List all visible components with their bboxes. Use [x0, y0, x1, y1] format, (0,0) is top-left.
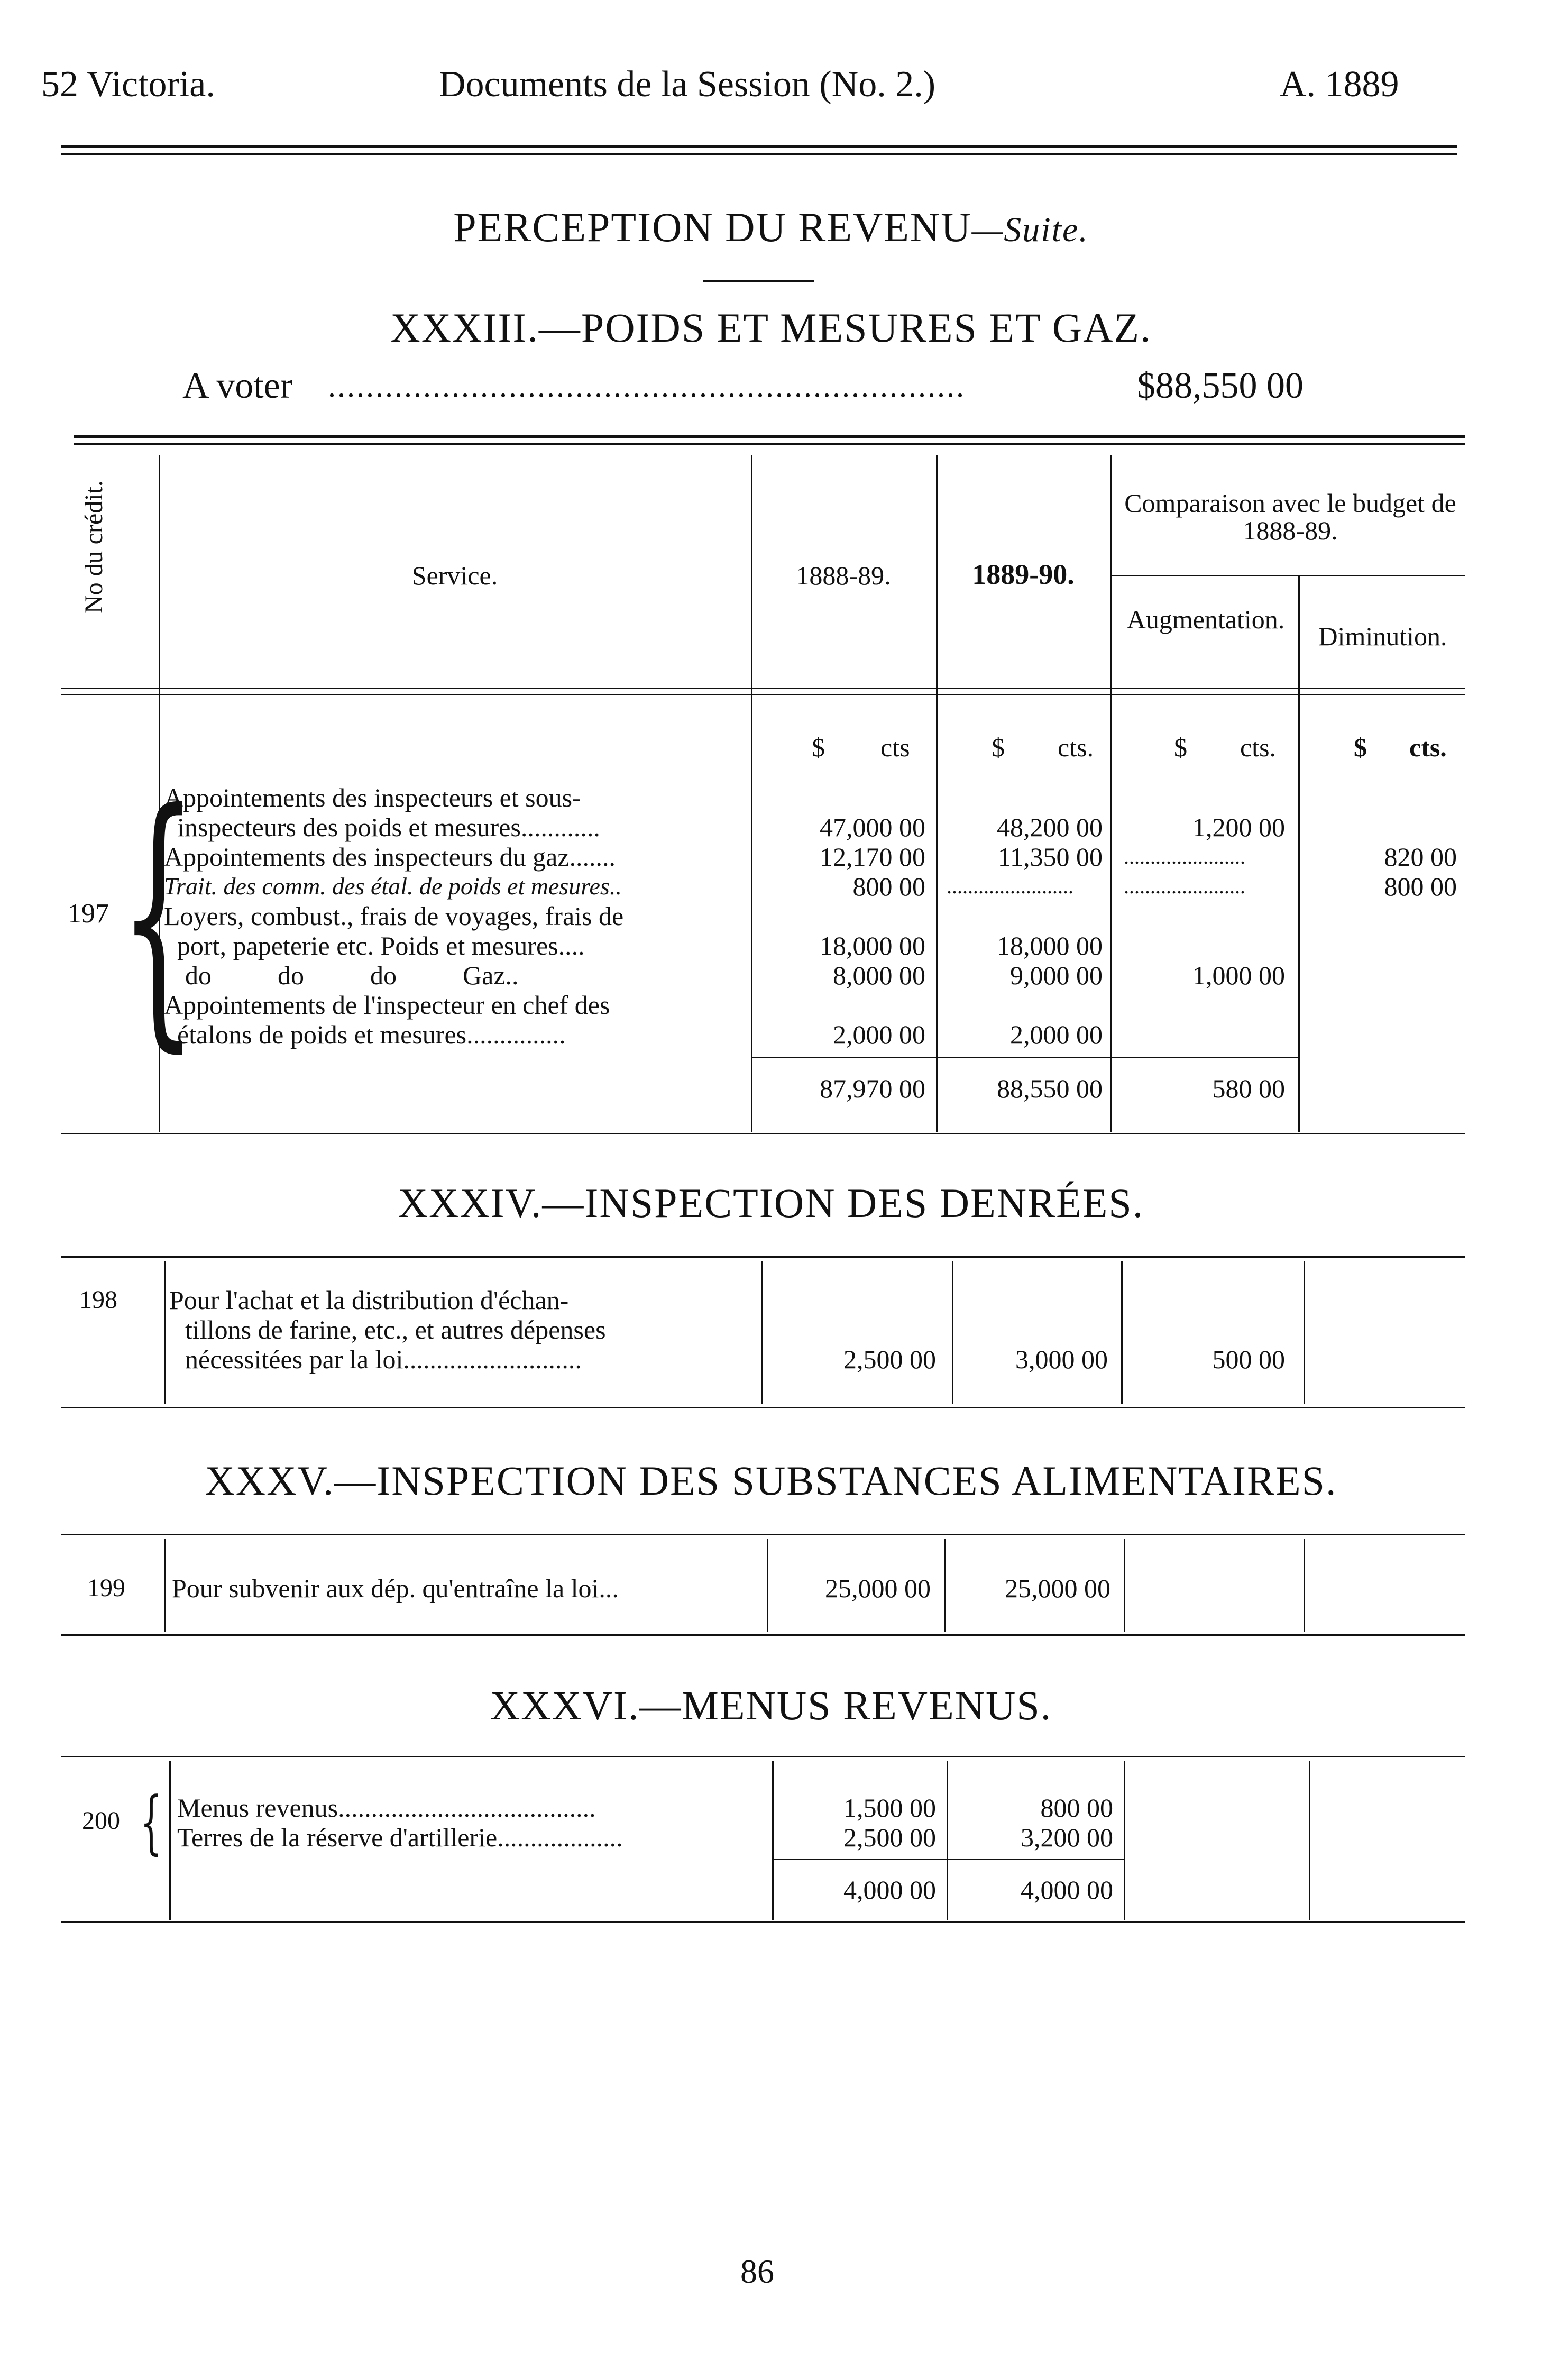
s34-augmentation: 500 00 [1212, 1344, 1285, 1374]
t36-col-sep-1888 [947, 1761, 948, 1920]
row-4-1889: 18,000 00 [997, 931, 1103, 960]
s34-service-l2: tillons de farine, etc., et autres dépenses [185, 1315, 606, 1344]
row-5-augmentation: 1,000 00 [1192, 960, 1285, 990]
t36-col-sep-service [772, 1761, 774, 1920]
row-2-aug-leader: ....................... [1124, 845, 1245, 868]
row-5-1888: 8,000 00 [833, 960, 925, 990]
t33-col-sep-1888 [936, 455, 938, 1132]
row-4-service-l2: port, papeterie etc. Poids et mesures.... [177, 931, 585, 960]
s36-row-2-1889: 3,200 00 [1021, 1823, 1113, 1852]
table33-top-rule [74, 435, 1465, 438]
s36-row-2-1888: 2,500 00 [843, 1823, 936, 1852]
col-comparison: Comparaison avec le budget de 1888-89. [1124, 488, 1456, 545]
comparison-subrule [1110, 575, 1465, 576]
row-2-diminution: 820 00 [1384, 842, 1457, 872]
row-3-aug-leader: ....................... [1124, 874, 1245, 898]
t35-col-sep-service [767, 1539, 768, 1632]
row-6-service-l1: Appointements de l'inspecteur en chef des [164, 990, 610, 1020]
row-4-1888: 18,000 00 [820, 931, 925, 960]
section-36-title: XXXVI.—MENUS REVENUS. [490, 1682, 1052, 1728]
main-title: PERCEPTION DU REVENU—Suite. [453, 204, 1089, 250]
t34-col-sep-1888 [952, 1261, 953, 1404]
unit-a-dollar: $ [812, 733, 825, 762]
s34-1889: 3,000 00 [1015, 1344, 1108, 1374]
t34-bottom-rule [61, 1407, 1465, 1408]
row-5-service: do do do Gaz.. [185, 960, 519, 990]
section-34-title: XXXIV.—INSPECTION DES DENRÉES. [398, 1180, 1144, 1226]
t33-col-sep-aug [1298, 576, 1300, 1132]
t35-col-sep-aug [1304, 1539, 1305, 1632]
row-1-1889: 48,200 00 [997, 812, 1103, 842]
row-6-1888: 2,000 00 [833, 1020, 925, 1049]
col-credit-no: No du crédit. [80, 480, 108, 614]
t33-bottom-rule [61, 1133, 1465, 1134]
table33-top-rule2 [74, 443, 1465, 445]
row-1-augmentation: 1,200 00 [1192, 812, 1285, 842]
vote-label: A voter [182, 365, 293, 406]
row-1-service-l1: Appointements des inspecteurs et sous- [164, 783, 581, 812]
header-center: Documents de la Session (No. 2.) [439, 64, 936, 105]
s36-row-1-1888: 1,500 00 [843, 1793, 936, 1823]
page-number: 86 [740, 2253, 774, 2290]
credit-200: 200 [82, 1807, 120, 1835]
t34-col-sep-credit [164, 1261, 166, 1404]
t34-top-rule [61, 1256, 1465, 1258]
unit-c-dollar: $ [1174, 733, 1187, 762]
credit-198: 198 [79, 1286, 117, 1314]
row-5-1889: 9,000 00 [1010, 960, 1103, 990]
t35-col-sep-credit [164, 1539, 166, 1632]
header-right: A. 1889 [1280, 64, 1399, 105]
t36-subtotal-rule [772, 1859, 1124, 1860]
unit-d-cts: cts. [1409, 733, 1447, 762]
s35-1888: 25,000 00 [825, 1573, 931, 1603]
t36-bottom-rule [61, 1921, 1465, 1923]
title-divider [703, 280, 814, 282]
header-rule-bottom [61, 153, 1457, 155]
t34-col-sep-service [761, 1261, 763, 1404]
s35-1889: 25,000 00 [1005, 1573, 1110, 1603]
t35-top-rule [61, 1534, 1465, 1535]
vote-amount: $88,550 00 [1137, 365, 1304, 406]
header-left: 52 Victoria. [41, 64, 215, 105]
t34-col-sep-aug [1304, 1261, 1305, 1404]
t36-col-sep-aug [1309, 1761, 1310, 1920]
t34-col-sep-1889 [1121, 1261, 1123, 1404]
row-4-service-l1: Loyers, combust., frais de voyages, frais de [164, 901, 624, 931]
t36-col-sep-1889 [1124, 1761, 1125, 1920]
section-35-title: XXXV.—INSPECTION DES SUBSTANCES ALIMENTAIRES. [205, 1458, 1337, 1504]
unit-c-cts: cts. [1240, 733, 1277, 762]
unit-d-dollar: $ [1354, 733, 1367, 762]
s36-row-2-service: Terres de la réserve d'artillerie................... [177, 1823, 623, 1852]
s34-service-l3: nécessitées par la loi........................... [185, 1344, 582, 1374]
s34-1888: 2,500 00 [843, 1344, 936, 1374]
total-augmentation: 580 00 [1212, 1074, 1285, 1103]
t33-col-sep-service [751, 455, 752, 1132]
unit-a-cts: cts [880, 733, 910, 762]
credit-199: 199 [87, 1574, 125, 1602]
row-3-service: Trait. des comm. des étal. de poids et mesures.. [164, 873, 622, 900]
row-2-1888: 12,170 00 [820, 842, 925, 872]
credit-197: 197 [68, 899, 109, 929]
t36-col-sep-credit [169, 1761, 171, 1920]
row-1-1888: 47,000 00 [820, 812, 925, 842]
total-1889: 88,550 00 [997, 1074, 1103, 1103]
unit-b-dollar: $ [992, 733, 1005, 762]
s36-total-1889: 4,000 00 [1021, 1875, 1113, 1905]
brace-197: { [119, 755, 198, 1075]
unit-b-cts: cts. [1058, 733, 1094, 762]
col-diminution: Diminution. [1318, 621, 1447, 651]
row-6-1889: 2,000 00 [1010, 1020, 1103, 1049]
s36-total-1888: 4,000 00 [843, 1875, 936, 1905]
header-rule-top [61, 145, 1457, 148]
row-6-service-l2: étalons de poids et mesures............... [177, 1020, 566, 1049]
t35-col-sep-1888 [944, 1539, 946, 1632]
vote-leader: ................................................................... [328, 369, 966, 404]
s36-row-1-service: Menus revenus....................................... [177, 1793, 596, 1823]
row-1-service-l2: inspecteurs des poids et mesures............ [177, 812, 600, 842]
row-3-diminution: 800 00 [1384, 872, 1457, 901]
section-33-title: XXXIII.—POIDS ET MESURES ET GAZ. [390, 305, 1152, 351]
t35-col-sep-1889 [1124, 1539, 1125, 1632]
t35-bottom-rule [61, 1634, 1465, 1636]
row-2-service: Appointements des inspecteurs du gaz....... [164, 842, 616, 872]
t33-col-sep-1889 [1110, 455, 1112, 1132]
t33-header-rule [61, 688, 1465, 689]
s36-row-1-1889: 800 00 [1040, 1793, 1113, 1823]
col-augmentation: Augmentation. [1126, 605, 1285, 634]
row-2-1889: 11,350 00 [997, 842, 1103, 872]
total-1888: 87,970 00 [820, 1074, 925, 1103]
row-3-1889-leader: ........................ [947, 874, 1073, 898]
t33-header-rule2 [61, 694, 1465, 695]
col-1888: 1888-89. [796, 561, 891, 590]
s34-service-l1: Pour l'achat et la distribution d'échan- [169, 1285, 569, 1315]
col-service: Service. [411, 561, 498, 590]
row-3-1888: 800 00 [852, 872, 925, 901]
col-1889: 1889-90. [972, 559, 1075, 590]
s35-service: Pour subvenir aux dép. qu'entraîne la loi... [172, 1573, 619, 1603]
t33-subtotal-rule [751, 1057, 1298, 1058]
t36-top-rule [61, 1756, 1465, 1757]
brace-200: { [140, 1782, 162, 1862]
